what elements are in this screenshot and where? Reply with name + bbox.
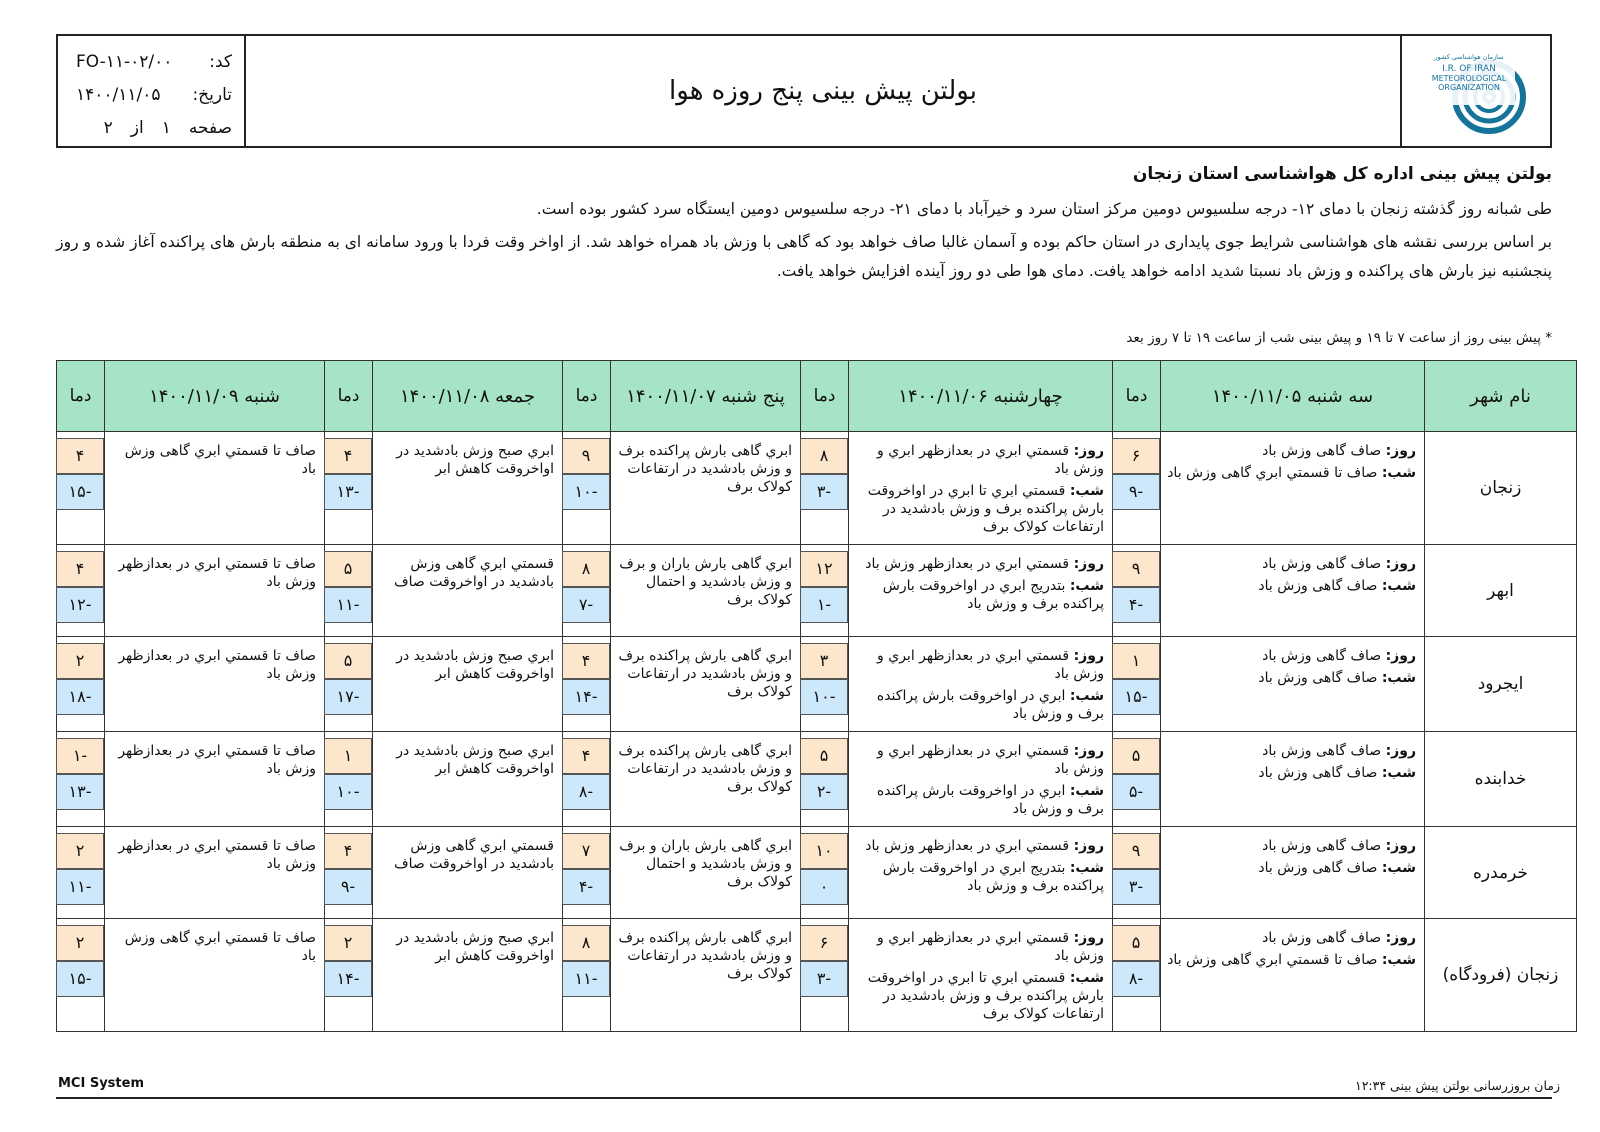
night-text: صاف گاهی وزش باد xyxy=(1258,670,1378,686)
bulletin-header xyxy=(56,34,1552,148)
night-text: بتدریج ابري در اواخروقت بارش پراکنده برف و وزش باد xyxy=(882,578,1104,612)
forecast-cell xyxy=(611,637,801,732)
forecast-cell xyxy=(373,432,563,545)
night-forecast xyxy=(855,859,1104,895)
forecast-text: قسمتي ابري گاهی وزش بادشدید در اواخروقت صاف xyxy=(394,838,554,872)
max-temperature: ۵ xyxy=(324,643,372,679)
night-label: شب: xyxy=(1069,483,1104,499)
table-row xyxy=(57,732,1577,827)
max-temperature: ۸ xyxy=(562,925,610,961)
night-label: شب: xyxy=(1069,578,1104,594)
table-row xyxy=(57,637,1577,732)
forecast-cell xyxy=(105,432,325,545)
min-temperature: -۱۸ xyxy=(56,679,104,715)
max-temperature: ۴ xyxy=(56,551,104,587)
max-temperature: ۱۰ xyxy=(800,833,848,869)
max-temperature: ۹ xyxy=(562,438,610,474)
page-title: بولتن پیش بینی پنج روزه هوا xyxy=(669,76,977,106)
temp-column-header: دما xyxy=(801,361,849,432)
min-temperature: -۱۰ xyxy=(562,474,610,510)
day-forecast xyxy=(1167,742,1416,760)
day-text: قسمتي ابري در بعدازظهر ابري و وزش باد xyxy=(877,930,1104,964)
day-text: صاف گاهی وزش باد xyxy=(1262,556,1382,572)
code-value: FO-۱۱-۰۲/۰۰ xyxy=(76,52,173,72)
forecast-cell xyxy=(105,919,325,1032)
temperature-cell xyxy=(1113,432,1161,545)
table-header-row xyxy=(57,361,1577,432)
code-row xyxy=(76,46,232,79)
day-label: روز: xyxy=(1385,930,1416,946)
min-temperature: -۱۰ xyxy=(324,774,372,810)
forecast-cell xyxy=(373,637,563,732)
min-temperature: -۱۵ xyxy=(56,961,104,997)
forecast-text: صاف تا قسمتي ابري در بعدازظهر وزش باد xyxy=(118,743,316,777)
night-text: صاف تا قسمتي ابري گاهی وزش باد xyxy=(1167,465,1378,481)
max-temperature: ۵ xyxy=(1112,738,1160,774)
night-text: صاف گاهی وزش باد xyxy=(1258,765,1378,781)
forecast-text: ابري گاهی بارش باران و برف و وزش بادشدید و احتمال کولاک برف xyxy=(619,556,792,608)
forecast-text: صاف تا قسمتي ابري گاهی وزش باد xyxy=(124,930,316,964)
min-temperature: -۱۰ xyxy=(800,679,848,715)
min-temperature: -۴ xyxy=(1112,587,1160,623)
day-text: قسمتي ابري در بعدازظهر وزش باد xyxy=(865,838,1070,854)
summary-paragraph: طی شبانه روز گذشته زنجان با دمای ۱۲- درجه سلسیوس دومین مرکز استان سرد و خیرآباد با دمای ۲۱- درجه سلسیوس دومین ایستگاه سرد کشور بوده است. xyxy=(536,200,1552,218)
temperature-cell xyxy=(563,827,611,919)
night-label: شب: xyxy=(1381,860,1416,876)
max-temperature: -۱ xyxy=(56,738,104,774)
temperature-cell xyxy=(325,732,373,827)
temperature-cell xyxy=(801,827,849,919)
bulletin-subtitle: بولتن پیش بینی اداره کل هواشناسی استان زنجان xyxy=(1132,164,1552,184)
night-forecast xyxy=(855,969,1104,1023)
night-label: شب: xyxy=(1069,970,1104,986)
max-temperature: ۵ xyxy=(1112,925,1160,961)
day-forecast xyxy=(855,837,1104,855)
forecast-cell xyxy=(105,732,325,827)
night-forecast xyxy=(855,782,1104,818)
day-label: روز: xyxy=(1073,743,1104,759)
day-text: صاف گاهی وزش باد xyxy=(1262,838,1382,854)
max-temperature: ۲ xyxy=(56,643,104,679)
table-row xyxy=(57,432,1577,545)
forecast-cell xyxy=(849,637,1113,732)
max-temperature: ۵ xyxy=(800,738,848,774)
max-temperature: ۱۲ xyxy=(800,551,848,587)
min-temperature: -۷ xyxy=(562,587,610,623)
forecast-text: ابري گاهی بارش باران و برف و وزش بادشدید و احتمال کولاک برف xyxy=(619,838,792,890)
day-forecast xyxy=(855,647,1104,683)
temp-column-header: دما xyxy=(57,361,105,432)
min-temperature: -۱۳ xyxy=(324,474,372,510)
temperature-cell xyxy=(325,637,373,732)
day-label: روز: xyxy=(1073,556,1104,572)
forecast-time-note: * پیش بینی روز از ساعت ۷ تا ۱۹ و پیش بینی شب از ساعت ۱۹ تا ۷ روز بعد xyxy=(1126,330,1552,346)
night-text: ابري در اواخروقت بارش پراکنده برف و وزش باد xyxy=(876,688,1104,722)
min-temperature: -۹ xyxy=(324,869,372,905)
forecast-text: ابري صبح وزش بادشدید در اواخروقت کاهش ابر xyxy=(396,743,554,777)
min-temperature: -۸ xyxy=(1112,961,1160,997)
night-text: قسمتي ابري تا ابري در اواخروقت بارش پراکنده برف و وزش بادشدید در ارتفاعات کولاک برف xyxy=(867,483,1104,535)
min-temperature: -۱ xyxy=(800,587,848,623)
svg-text:سازمان هواشناسی کشور: سازمان هواشناسی کشور xyxy=(1434,53,1504,61)
forecast-cell xyxy=(105,637,325,732)
city-name: خرمدره xyxy=(1425,827,1577,919)
min-temperature: -۱۷ xyxy=(324,679,372,715)
max-temperature: ۱ xyxy=(324,738,372,774)
forecast-cell xyxy=(1161,637,1425,732)
temperature-cell xyxy=(801,432,849,545)
temp-column-header: دما xyxy=(1113,361,1161,432)
logo-icon xyxy=(1411,43,1541,139)
page-current: ۱ xyxy=(161,118,171,138)
forecast-cell xyxy=(1161,732,1425,827)
night-label: شب: xyxy=(1381,578,1416,594)
forecast-cell xyxy=(611,732,801,827)
table-row xyxy=(57,545,1577,637)
day-text: صاف گاهی وزش باد xyxy=(1262,743,1382,759)
night-forecast xyxy=(855,687,1104,723)
min-temperature: -۳ xyxy=(800,474,848,510)
night-text: قسمتي ابري تا ابري در اواخروقت بارش پراکنده برف و وزش بادشدید در ارتفاعات کولاک برف xyxy=(867,970,1104,1022)
temperature-cell xyxy=(1113,827,1161,919)
forecast-cell xyxy=(611,545,801,637)
forecast-text: ابري صبح وزش بادشدید در اواخروقت کاهش ابر xyxy=(396,443,554,477)
min-temperature: -۱۴ xyxy=(562,679,610,715)
temperature-cell xyxy=(57,827,105,919)
forecast-text: صاف تا قسمتي ابري گاهی وزش باد xyxy=(124,443,316,477)
min-temperature: -۱۵ xyxy=(56,474,104,510)
forecast-cell xyxy=(105,545,325,637)
meteorological-organization-logo xyxy=(1400,36,1550,146)
temperature-cell xyxy=(325,919,373,1032)
night-label: شب: xyxy=(1381,465,1416,481)
temperature-cell xyxy=(1113,919,1161,1032)
day-text: صاف گاهی وزش باد xyxy=(1262,648,1382,664)
city-column-header: نام شهر xyxy=(1425,361,1577,432)
forecast-text: ابري گاهی بارش پراکنده برف و وزش بادشدید در ارتفاعات کولاک برف xyxy=(618,743,792,795)
day-forecast xyxy=(855,742,1104,778)
temperature-cell xyxy=(57,545,105,637)
night-forecast xyxy=(1167,577,1416,595)
temperature-cell xyxy=(1113,732,1161,827)
temperature-cell xyxy=(57,637,105,732)
temperature-cell xyxy=(325,432,373,545)
day-label: روز: xyxy=(1073,443,1104,459)
night-label: شب: xyxy=(1069,688,1104,704)
date-value: ۱۴۰۰/۱۱/۰۵ xyxy=(76,85,161,105)
update-time: زمان بروزرسانی بولتن پیش بینی ۱۲:۳۴ xyxy=(1355,1078,1560,1093)
min-temperature: -۱۱ xyxy=(562,961,610,997)
min-temperature: -۴ xyxy=(562,869,610,905)
forecast-paragraph: بر اساس بررسی نقشه های هواشناسی شرایط جوی پایداری در استان حاکم بوده و آسمان غالبا صاف خواهد بود که گاهی با وزش باد همراه خواهد شد. از اواخر وقت فردا با ورود سامانه ای به منطقه بارش های پراکنده آغاز شده و روز پنجشنبه نیز بارش های پراکنده و وزش باد نسبتا شدید ادامه خواهد یافت. دمای هوا طی دو روز آینده افزایش خواهد یافت. xyxy=(56,233,1552,280)
night-text: صاف گاهی وزش باد xyxy=(1258,860,1378,876)
temperature-cell xyxy=(563,545,611,637)
forecast-text: ابري گاهی بارش پراکنده برف و وزش بادشدید در ارتفاعات کولاک برف xyxy=(618,443,792,495)
page-row xyxy=(76,112,232,145)
city-name: زنجان (فرودگاه) xyxy=(1425,919,1577,1032)
min-temperature: -۱۱ xyxy=(56,869,104,905)
forecast-cell xyxy=(611,827,801,919)
max-temperature: ۹ xyxy=(1112,551,1160,587)
forecast-cell xyxy=(611,432,801,545)
temperature-cell xyxy=(563,919,611,1032)
night-label: شب: xyxy=(1381,670,1416,686)
footer-divider xyxy=(56,1097,1552,1099)
svg-text:METEOROLOGICAL: METEOROLOGICAL xyxy=(1431,74,1507,83)
city-name: خدابنده xyxy=(1425,732,1577,827)
min-temperature: -۳ xyxy=(800,961,848,997)
night-forecast xyxy=(1167,951,1416,969)
city-name: ابهر xyxy=(1425,545,1577,637)
forecast-cell xyxy=(1161,919,1425,1032)
temp-column-header: دما xyxy=(563,361,611,432)
date-row xyxy=(76,79,232,112)
page-total: ۲ xyxy=(103,118,113,138)
forecast-cell xyxy=(105,827,325,919)
max-temperature: ۲ xyxy=(56,833,104,869)
day-column-header: سه شنبه ۱۴۰۰/۱۱/۰۵ xyxy=(1161,361,1425,432)
city-name: زنجان xyxy=(1425,432,1577,545)
forecast-text: ابري گاهی بارش پراکنده برف و وزش بادشدید در ارتفاعات کولاک برف xyxy=(618,930,792,982)
table-row xyxy=(57,827,1577,919)
max-temperature: ۴ xyxy=(562,738,610,774)
night-forecast xyxy=(1167,859,1416,877)
day-text: قسمتي ابري در بعدازظهر ابري و وزش باد xyxy=(877,443,1104,477)
night-label: شب: xyxy=(1381,765,1416,781)
day-forecast xyxy=(855,442,1104,478)
max-temperature: ۸ xyxy=(800,438,848,474)
temperature-cell xyxy=(801,637,849,732)
temperature-cell xyxy=(563,432,611,545)
day-label: روز: xyxy=(1385,443,1416,459)
day-column-header: چهارشنبه ۱۴۰۰/۱۱/۰۶ xyxy=(849,361,1113,432)
forecast-cell xyxy=(849,919,1113,1032)
day-forecast xyxy=(1167,647,1416,665)
day-forecast xyxy=(1167,442,1416,460)
temp-column-header: دما xyxy=(325,361,373,432)
forecast-cell xyxy=(1161,545,1425,637)
max-temperature: ۶ xyxy=(800,925,848,961)
day-text: صاف گاهی وزش باد xyxy=(1262,930,1382,946)
night-forecast xyxy=(855,577,1104,613)
forecast-text: قسمتي ابري گاهی وزش بادشدید در اواخروقت صاف xyxy=(394,556,554,590)
day-column-header: شنبه ۱۴۰۰/۱۱/۰۹ xyxy=(105,361,325,432)
temperature-cell xyxy=(57,432,105,545)
system-name: MCI System xyxy=(58,1076,144,1091)
max-temperature: ۸ xyxy=(562,551,610,587)
min-temperature: ۰ xyxy=(800,869,848,905)
max-temperature: ۲ xyxy=(56,925,104,961)
temperature-cell xyxy=(325,545,373,637)
day-text: صاف گاهی وزش باد xyxy=(1262,443,1382,459)
day-column-header: پنج شنبه ۱۴۰۰/۱۱/۰۷ xyxy=(611,361,801,432)
temperature-cell xyxy=(57,919,105,1032)
day-label: روز: xyxy=(1385,838,1416,854)
temperature-cell xyxy=(801,732,849,827)
day-text: قسمتي ابري در بعدازظهر وزش باد xyxy=(865,556,1070,572)
date-label: تاریخ: xyxy=(192,85,232,105)
night-label: شب: xyxy=(1069,860,1104,876)
forecast-text: ابري صبح وزش بادشدید در اواخروقت کاهش ابر xyxy=(396,648,554,682)
night-label: شب: xyxy=(1069,783,1104,799)
forecast-cell xyxy=(373,732,563,827)
temperature-cell xyxy=(57,732,105,827)
min-temperature: -۱۵ xyxy=(1112,679,1160,715)
svg-text:I.R. OF IRAN: I.R. OF IRAN xyxy=(1442,64,1496,74)
document-meta xyxy=(58,36,246,146)
max-temperature: ۶ xyxy=(1112,438,1160,474)
forecast-cell xyxy=(373,919,563,1032)
min-temperature: -۵ xyxy=(1112,774,1160,810)
day-label: روز: xyxy=(1385,648,1416,664)
temperature-cell xyxy=(325,827,373,919)
min-temperature: -۲ xyxy=(800,774,848,810)
forecast-text: صاف تا قسمتي ابري در بعدازظهر وزش باد xyxy=(118,556,316,590)
day-label: روز: xyxy=(1385,743,1416,759)
max-temperature: ۱ xyxy=(1112,643,1160,679)
forecast-cell xyxy=(373,545,563,637)
table-row xyxy=(57,919,1577,1032)
night-forecast xyxy=(1167,669,1416,687)
forecast-table xyxy=(56,360,1577,1032)
night-forecast xyxy=(1167,464,1416,482)
forecast-text: ابري صبح وزش بادشدید در اواخروقت کاهش ابر xyxy=(396,930,554,964)
day-label: روز: xyxy=(1073,930,1104,946)
page-of: از xyxy=(130,118,144,138)
min-temperature: -۸ xyxy=(562,774,610,810)
day-forecast xyxy=(1167,929,1416,947)
temperature-cell xyxy=(801,545,849,637)
forecast-cell xyxy=(849,827,1113,919)
max-temperature: ۴ xyxy=(56,438,104,474)
svg-text:ORGANIZATION: ORGANIZATION xyxy=(1438,83,1500,92)
forecast-cell xyxy=(849,432,1113,545)
temperature-cell xyxy=(1113,545,1161,637)
day-forecast xyxy=(1167,555,1416,573)
temperature-cell xyxy=(563,732,611,827)
night-text: بتدریج ابري در اواخروقت بارش پراکنده برف و وزش باد xyxy=(882,860,1104,894)
temperature-cell xyxy=(563,637,611,732)
min-temperature: -۱۲ xyxy=(56,587,104,623)
forecast-cell xyxy=(849,545,1113,637)
day-text: قسمتي ابري در بعدازظهر ابري و وزش باد xyxy=(877,743,1104,777)
night-forecast xyxy=(855,482,1104,536)
night-text: ابري در اواخروقت بارش پراکنده برف و وزش باد xyxy=(876,783,1104,817)
night-text: صاف تا قسمتي ابري گاهی وزش باد xyxy=(1167,952,1378,968)
temperature-cell xyxy=(1113,637,1161,732)
max-temperature: ۵ xyxy=(324,551,372,587)
forecast-cell xyxy=(373,827,563,919)
max-temperature: ۲ xyxy=(324,925,372,961)
min-temperature: -۱۳ xyxy=(56,774,104,810)
forecast-cell xyxy=(1161,432,1425,545)
temperature-cell xyxy=(801,919,849,1032)
min-temperature: -۱۱ xyxy=(324,587,372,623)
forecast-cell xyxy=(611,919,801,1032)
city-name: ایجرود xyxy=(1425,637,1577,732)
day-text: قسمتي ابري در بعدازظهر ابري و وزش باد xyxy=(877,648,1104,682)
forecast-text: صاف تا قسمتي ابري در بعدازظهر وزش باد xyxy=(118,648,316,682)
max-temperature: ۴ xyxy=(324,438,372,474)
day-label: روز: xyxy=(1385,556,1416,572)
max-temperature: ۷ xyxy=(562,833,610,869)
day-column-header: جمعه ۱۴۰۰/۱۱/۰۸ xyxy=(373,361,563,432)
min-temperature: -۳ xyxy=(1112,869,1160,905)
code-label: کد: xyxy=(209,52,232,72)
max-temperature: ۹ xyxy=(1112,833,1160,869)
day-forecast xyxy=(855,929,1104,965)
max-temperature: ۴ xyxy=(324,833,372,869)
min-temperature: -۹ xyxy=(1112,474,1160,510)
page-label: صفحه xyxy=(188,118,232,138)
max-temperature: ۴ xyxy=(562,643,610,679)
day-forecast xyxy=(1167,837,1416,855)
day-forecast xyxy=(855,555,1104,573)
night-label: شب: xyxy=(1381,952,1416,968)
night-forecast xyxy=(1167,764,1416,782)
forecast-cell xyxy=(849,732,1113,827)
forecast-text: ابري گاهی بارش پراکنده برف و وزش بادشدید در ارتفاعات کولاک برف xyxy=(618,648,792,700)
night-text: صاف گاهی وزش باد xyxy=(1258,578,1378,594)
min-temperature: -۱۴ xyxy=(324,961,372,997)
forecast-text: صاف تا قسمتي ابري در بعدازظهر وزش باد xyxy=(118,838,316,872)
forecast-cell xyxy=(1161,827,1425,919)
max-temperature: ۳ xyxy=(800,643,848,679)
day-label: روز: xyxy=(1073,838,1104,854)
day-label: روز: xyxy=(1073,648,1104,664)
